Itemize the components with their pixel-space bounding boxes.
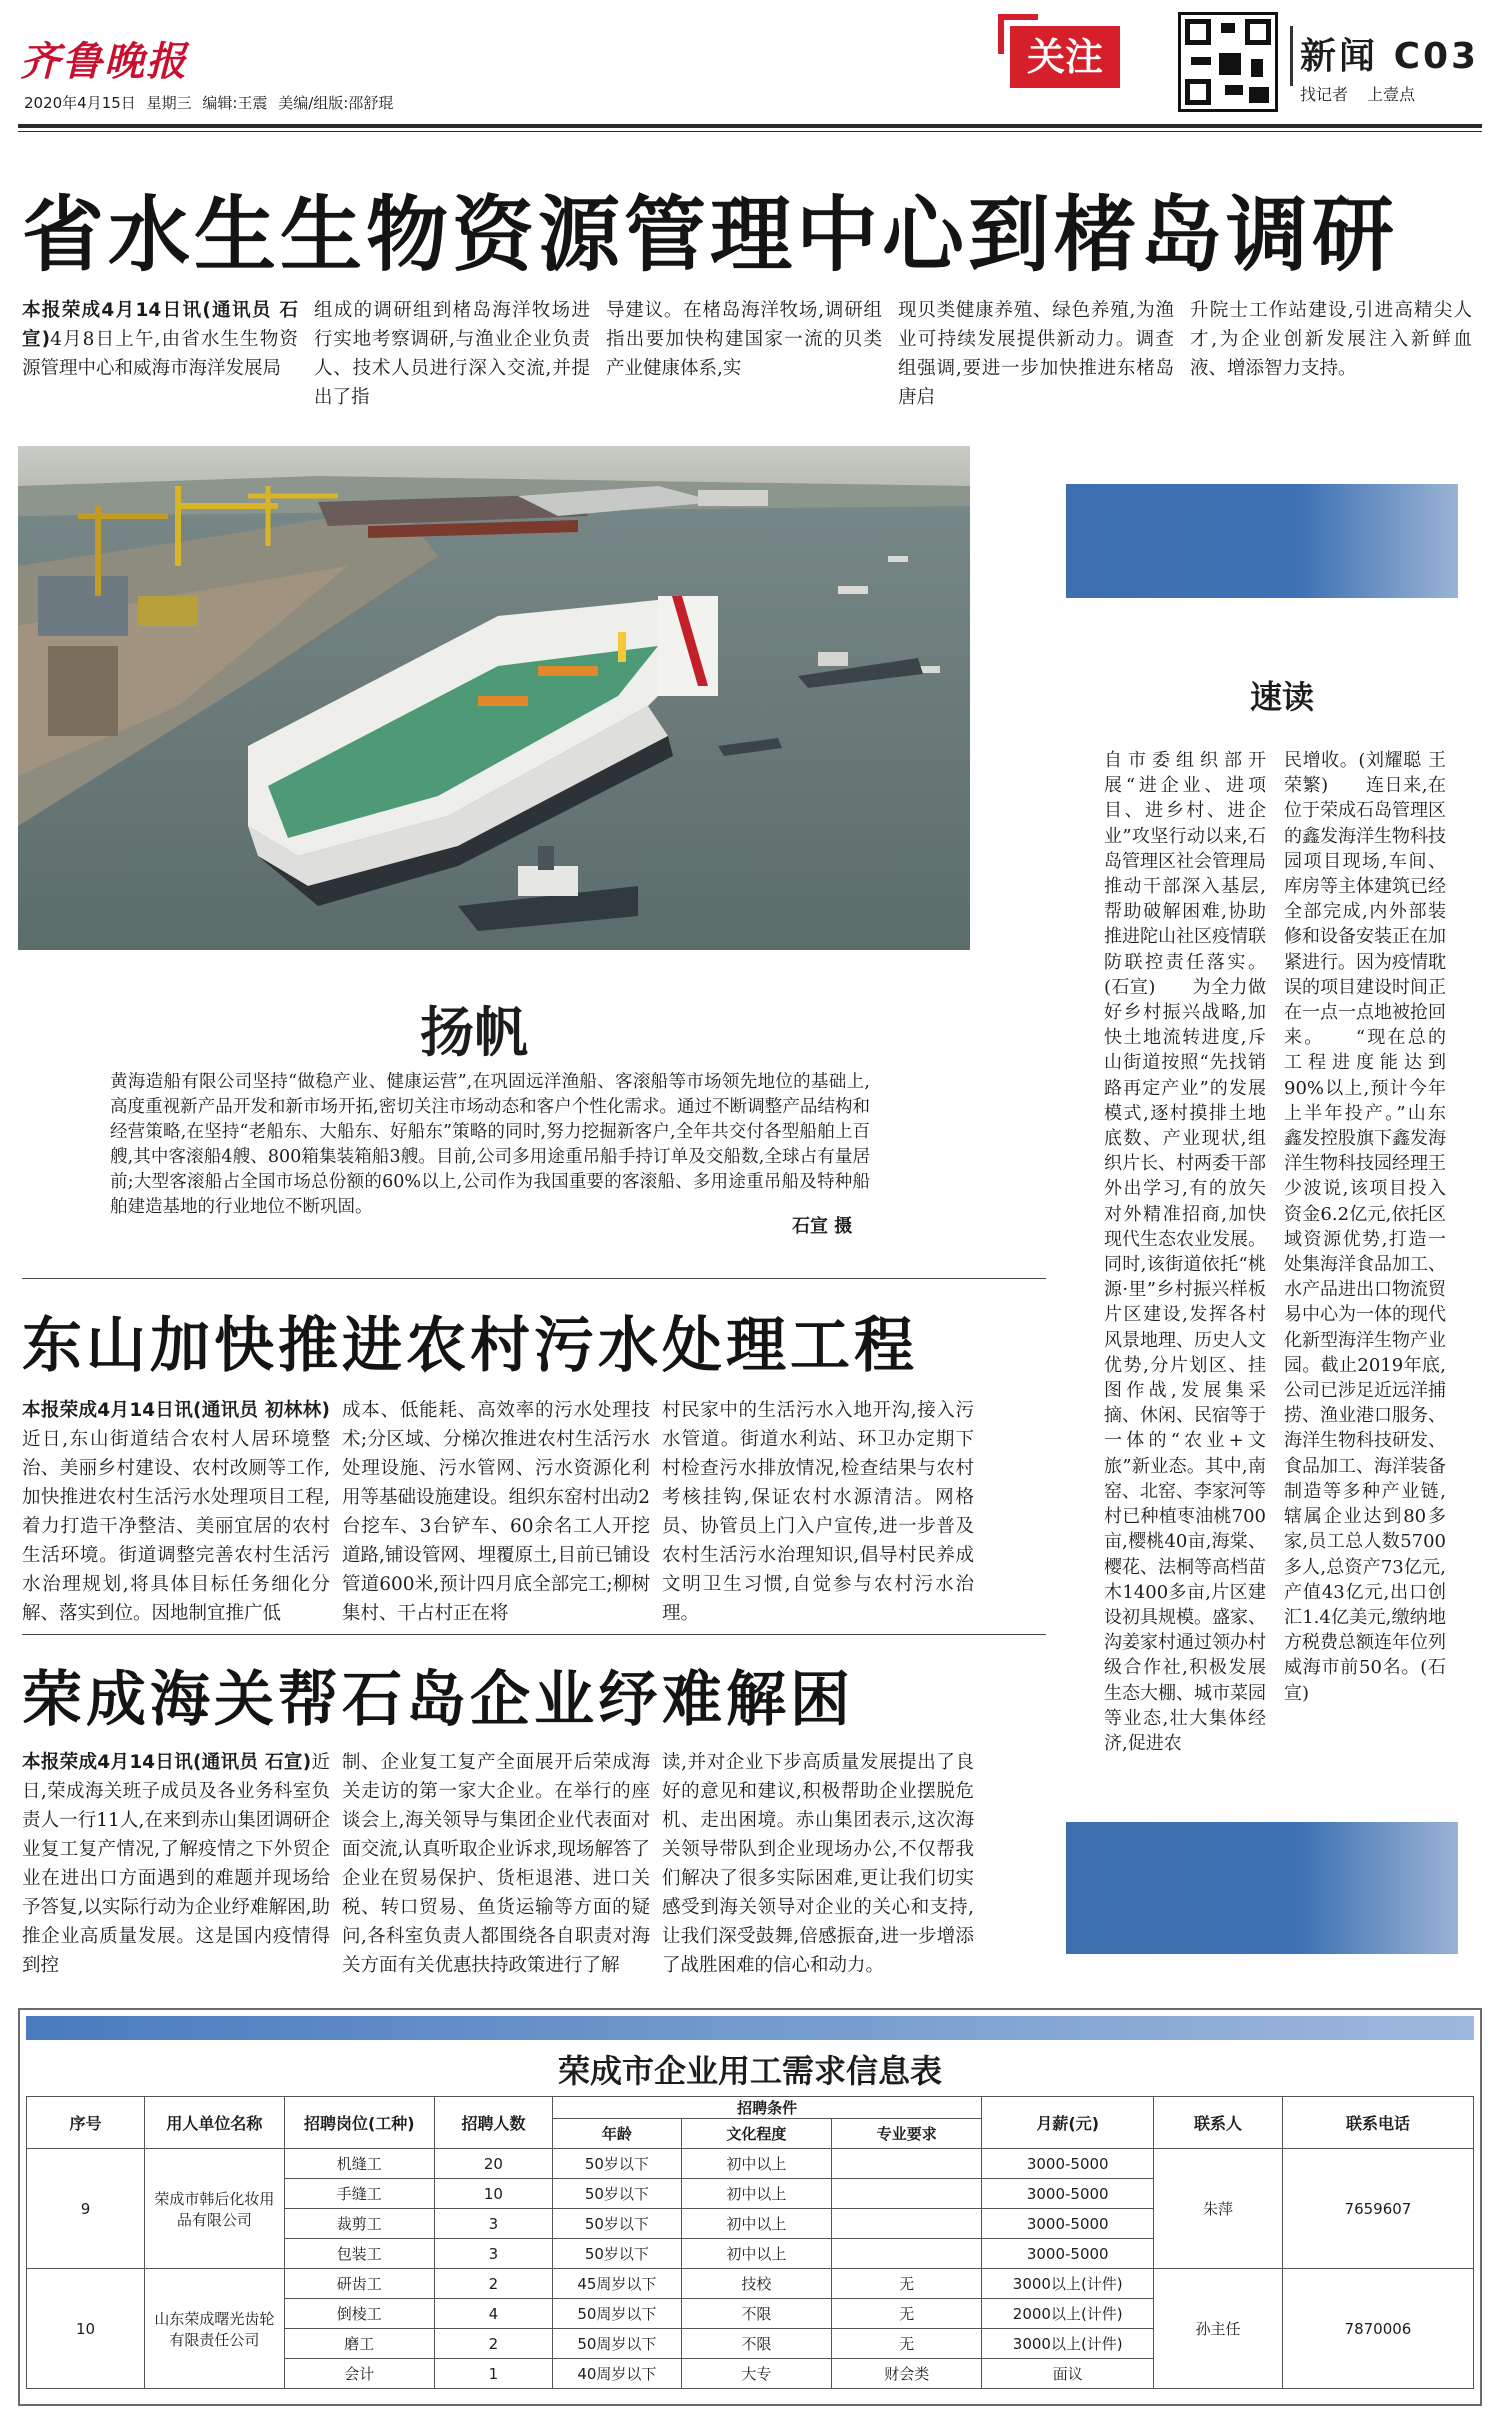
article1-col4 — [898, 296, 1174, 412]
group-contact: 朱萍 — [1154, 2149, 1283, 2269]
article2-text3: 村民家中的生活污水入地开沟,接入污水管道。街道水利站、环卫办定期下村检查污水排放情况,检查结果与农村考核挂钩,保证农村水源清洁。网格员、协管员上门入户宣传,进一步普及农村生活污水治理知识,倡导村民养成文明卫生习惯,自觉参与农村污水治理。 — [662, 1400, 974, 1624]
cell-salary: 3000-5000 — [982, 2209, 1154, 2239]
header-rule — [18, 124, 1482, 128]
section-name: 新闻 — [1300, 36, 1379, 77]
table-row — [27, 2149, 1474, 2179]
editor-credit: 编辑:王震 — [202, 94, 268, 112]
col-header-contact: 联系人 — [1154, 2097, 1283, 2149]
cell-major — [832, 2149, 982, 2179]
cell-edu: 不限 — [681, 2329, 831, 2359]
article2-col2 — [342, 1396, 650, 1628]
article3-rule — [22, 1634, 1046, 1635]
reporter-label: 找记者 — [1300, 85, 1349, 104]
cell-age: 50周岁以下 — [552, 2299, 681, 2329]
cell-edu: 初中以上 — [681, 2149, 831, 2179]
cell-post: 磨工 — [284, 2329, 434, 2359]
photo-caption-text: 黄海造船有限公司坚持“做稳产业、健康运营”,在巩固远洋渔船、客滚船等市场领先地位的基础上,高度重视新产品开发和新市场开拓,密切关注市场动态和客户个性化需求。通过不断调整产品结构和经营策略,在坚持“老船东、大船东、好船东”策略的同时,努力挖掘新客户,全年共交付各型船舶上百艘,其中客滚船4艘、800箱集装箱船3艘。目前,公司多用途重吊船手持订单及交船数,全球占有量居前;大型客滚船占全国市场总份额的60%以上,公司作为我国重要的客滚船、多用途重吊船及特种船舶建造基地的行业地位不断巩固。 — [110, 1072, 871, 1217]
article1-body — [22, 296, 1482, 416]
sidebar-bottom-banner — [1066, 1822, 1458, 1954]
cell-count: 3 — [434, 2239, 552, 2269]
cell-age: 50周岁以下 — [552, 2329, 681, 2359]
cell-age: 50岁以下 — [552, 2179, 681, 2209]
group-contact: 孙主任 — [1154, 2269, 1283, 2389]
newspaper-logo: 齐鲁晚报 — [20, 38, 188, 85]
cell-post: 裁剪工 — [284, 2209, 434, 2239]
article3-title: 荣成海关帮石岛企业纾难解困 — [22, 1665, 854, 1735]
cell-post: 机缝工 — [284, 2149, 434, 2179]
cell-post: 包装工 — [284, 2239, 434, 2269]
cell-edu: 初中以上 — [681, 2209, 831, 2239]
header-divider — [1290, 26, 1293, 86]
article2-col3 — [662, 1396, 974, 1628]
article1-title: 省水生生物资源管理中心到楮岛调研 — [22, 188, 1399, 283]
cell-age: 50岁以下 — [552, 2239, 681, 2269]
col-header-major: 专业要求 — [832, 2119, 982, 2149]
article1-text3: 导建议。在楮岛海洋牧场,调研组指出要加快构建国家一流的贝类产业健康体系,实 — [606, 300, 882, 379]
article3-body — [22, 1748, 1042, 1978]
group-no: 10 — [27, 2269, 145, 2389]
cell-salary: 3000以上(计件) — [982, 2329, 1154, 2359]
article2-text2: 成本、低能耗、高效率的污水处理技术;分区域、分梯次推进农村生活污水处理设施、污水管网、污水资源化利用等基础设施建设。组织东窑村出动2台挖车、3台铲车、60余名工人开挖道路,铺设管网、埋覆原土,目前已铺设管道600米,预计四月底全部完工;柳树集村、干占村正在将 — [342, 1400, 650, 1624]
cell-salary: 3000-5000 — [982, 2239, 1154, 2269]
issue-weekday: 星期三 — [146, 94, 192, 112]
cell-major — [832, 2179, 982, 2209]
cell-salary: 3000-5000 — [982, 2179, 1154, 2209]
cell-major: 无 — [832, 2299, 982, 2329]
ferry-illustration — [18, 446, 970, 950]
issue-date: 2020年4月15日 — [24, 94, 136, 112]
article1-author: (通讯员 石宣) — [22, 300, 298, 350]
article3-text3: 读,并对企业下步高质量发展提出了良好的意见和建议,积极帮助企业摆脱危机、走出困境。赤山集团表示,这次海关领导带队到企业现场办公,不仅帮我们解决了很多实际困难,更让我们切实感受到海关领导对企业的关心和支持,让我们深受鼓舞,倍感振奋,进一步增添了战胜困难的信心和动力。 — [662, 1752, 974, 1976]
article3-text2: 制、企业复工复产全面展开后荣成海关走访的第一家大企业。在举行的座谈会上,海关领导与集团企业代表面对面交流,认真听取企业诉求,现场解答了企业在贸易保护、货柜退港、进口关税、转口贸易、鱼货运输等方面的疑问,各科室负责人都围绕各自职责对海关方面有关优惠扶持政策进行了解 — [342, 1752, 650, 1976]
article1-text5: 升院士工作站建设,引进高精尖人才,为企业创新发展注入新鲜血液、增添智力支持。 — [1190, 300, 1472, 379]
cell-major: 无 — [832, 2329, 982, 2359]
cell-major: 财会类 — [832, 2359, 982, 2389]
article3-lead: 本报荣成4月14日讯(通讯员 石宣) — [22, 1752, 312, 1773]
article3-col2 — [342, 1748, 650, 1980]
article3-text1: 近日,荣成海关班子成员及各业务科室负责人一行11人,在来到赤山集团调研企业复工复产情况,了解疫情之下外贸企业在进出口方面遇到的难题并现场给予答复,以实际行动为企业纾难解困,助推企业高质量发展。这是国内疫情得到控 — [22, 1752, 330, 1976]
cell-count: 2 — [434, 2329, 552, 2359]
article2-lead: 本报荣成4月14日讯(通讯员 初林林) — [22, 1400, 330, 1421]
cell-major: 无 — [832, 2269, 982, 2299]
group-phone: 7659607 — [1282, 2149, 1473, 2269]
article2-body — [22, 1396, 1042, 1624]
issue-meta — [24, 92, 393, 113]
cell-post: 手缝工 — [284, 2179, 434, 2209]
cell-major — [832, 2239, 982, 2269]
col-header-count: 招聘人数 — [434, 2097, 552, 2149]
cell-edu: 大专 — [681, 2359, 831, 2389]
article1-text4: 现贝类健康养殖、绿色养殖,为渔业可持续发展提供新动力。调查组强调,要进一步加快推进东楮岛唐启 — [898, 300, 1174, 408]
cell-edu: 技校 — [681, 2269, 831, 2299]
job-table-title: 荣成市企业用工需求信息表 — [557, 2052, 942, 2090]
job-table — [26, 2096, 1474, 2389]
sidebar-top-banner — [1066, 484, 1458, 598]
article1-col1 — [22, 296, 298, 383]
col-header-age: 年龄 — [552, 2119, 681, 2149]
cell-salary: 面议 — [982, 2359, 1154, 2389]
sidebar-col1: 自市委组织部开展“进企业、进项目、进乡村、进企业”攻坚行动以来,石岛管理区社会管理局推动干部深入基层,帮助破解困难,协助推进陀山社区疫情联防联控责任落实。(石宣) 为全力做好乡村振兴战略,加快土地流转进度,斥山街道按照“先找销路再定产业”的发展模式,逐村摸排土地底数、产业现状,组织片长、村两委干部外出学习,有的放矢对外精准招商,加快现代生态农业发展。同时,该街道依托“桃源·里”乡村振兴样板片区建设,发挥各村风景地理、历史人文优势,分片划区、挂图作战,发展集采摘、休闲、民宿等于一体的“农业+文旅”新业态。其中,南窑、北窑、李家河等村已种植枣油桃700亩,樱桃40亩,海棠、樱花、法桐等高档苗木1400多亩,片区建设初具规模。盛家、沟姜家村通过领办村级合作社,积极发展生态大棚、城市菜园等业态,壮大集体经济,促进农 — [1104, 750, 1266, 1754]
col-header-salary: 月薪(元) — [982, 2097, 1154, 2149]
table-header-row — [27, 2097, 1474, 2119]
reporter-line — [1300, 82, 1415, 105]
cell-count: 3 — [434, 2209, 552, 2239]
article1-col2 — [314, 296, 590, 412]
col-header-post: 招聘岗位(工种) — [284, 2097, 434, 2149]
cell-count: 2 — [434, 2269, 552, 2299]
cell-count: 1 — [434, 2359, 552, 2389]
col-header-company: 用人单位名称 — [145, 2097, 285, 2149]
cell-count: 10 — [434, 2179, 552, 2209]
cell-age: 50岁以下 — [552, 2209, 681, 2239]
article1-text1: 4月8日上午,由省水生生物资源管理中心和威海市海洋发展局 — [22, 329, 298, 379]
cell-salary: 3000-5000 — [982, 2149, 1154, 2179]
cell-count: 4 — [434, 2299, 552, 2329]
cell-age: 45周岁以下 — [552, 2269, 681, 2299]
sidebar-col2: 民增收。(刘耀聪 王荣繁) 连日来,在位于荣成石岛管理区的鑫发海洋生物科技园项目现场,车间、库房等主体建筑已经全部完成,内外部装修和设备安装正在加紧进行。因为疫情耽误的项目建设时间正在一点一点地被抢回来。 “现在总的工程进度能达到90%以上,预计今年上半年投产。”山东鑫发控股旗下鑫发海洋生物科技园经理王少波说,该项目投入资金6.2亿元,依托区域资源优势,打造一处集海洋食品加工、水产品进出口物流贸易中心为一体的现代化新型海洋生物产业园。截止2019年底,公司已涉足近远洋捕捞、渔业港口服务、海洋生物科技研发、食品加工、海洋装备制造等多种产业链,辖属企业达到80多家,员工总人数5700多人,总资产73亿元,产值43亿元,出口创汇1.4亿美元,缴纳地方税费总额连年位列威海市前50名。(石宣) — [1284, 750, 1446, 1704]
reporter-app: 上壹点 — [1367, 85, 1416, 104]
article1-text2: 组成的调研组到楮岛海洋牧场进行实地考察调研,与渔业企业负责人、技术人员进行深入交流,并提出了指 — [314, 300, 590, 408]
cell-post: 会计 — [284, 2359, 434, 2389]
article2-rule — [22, 1278, 1046, 1279]
photo-caption-title: 扬帆 — [420, 1001, 528, 1064]
article2-text1: 近日,东山街道结合农村人居环境整治、美丽乡村建设、农村改厕等工作,加快推进农村生活污水处理项目工程,着力打造干净整洁、美丽宜居的农村生活环境。街道调整完善农村生活污水治理规划,将具体目标任务细化分解、落实到位。因地制宜推广低 — [22, 1429, 330, 1624]
cell-count: 20 — [434, 2149, 552, 2179]
table-row — [27, 2269, 1474, 2299]
header-rule-thin — [18, 131, 1482, 132]
cell-post: 倒棱工 — [284, 2299, 434, 2329]
cell-edu: 初中以上 — [681, 2239, 831, 2269]
article3-col1 — [22, 1748, 330, 1980]
article2-title: 东山加快推进农村污水处理工程 — [22, 1311, 918, 1381]
section-page — [1300, 28, 1479, 79]
page-number: C03 — [1393, 36, 1480, 77]
shipyard-photo — [18, 446, 970, 950]
article1-col3 — [606, 296, 882, 383]
cell-age: 50岁以下 — [552, 2149, 681, 2179]
job-table-banner — [26, 2016, 1474, 2040]
col-header-no: 序号 — [27, 2097, 145, 2149]
group-company: 山东荣成曙光齿轮有限责任公司 — [145, 2269, 285, 2389]
article2-col1 — [22, 1396, 330, 1628]
group-phone: 7870006 — [1282, 2269, 1473, 2389]
sidebar-title: 速读 — [1250, 678, 1315, 716]
cell-salary: 3000以上(计件) — [982, 2269, 1154, 2299]
cell-major — [832, 2209, 982, 2239]
col-header-education: 文化程度 — [681, 2119, 831, 2149]
cell-age: 40周岁以下 — [552, 2359, 681, 2389]
article1-lead: 本报荣成4月14日讯 — [22, 300, 203, 321]
group-no: 9 — [27, 2149, 145, 2269]
designer-credit: 美编/组版:邵舒琨 — [278, 94, 394, 112]
col-header-conditions: 招聘条件 — [552, 2097, 981, 2119]
qr-code-icon — [1178, 12, 1278, 112]
cell-edu: 不限 — [681, 2299, 831, 2329]
cell-edu: 初中以上 — [681, 2179, 831, 2209]
article1-col5 — [1190, 296, 1472, 383]
photo-credit: 石宣 摄 — [792, 1216, 853, 1237]
col-header-phone: 联系电话 — [1282, 2097, 1473, 2149]
article3-col3 — [662, 1748, 974, 1980]
cell-post: 研齿工 — [284, 2269, 434, 2299]
section-tag: 关注 — [1010, 26, 1120, 88]
cell-salary: 2000以上(计件) — [982, 2299, 1154, 2329]
group-company: 荣成市韩后化妆用品有限公司 — [145, 2149, 285, 2269]
